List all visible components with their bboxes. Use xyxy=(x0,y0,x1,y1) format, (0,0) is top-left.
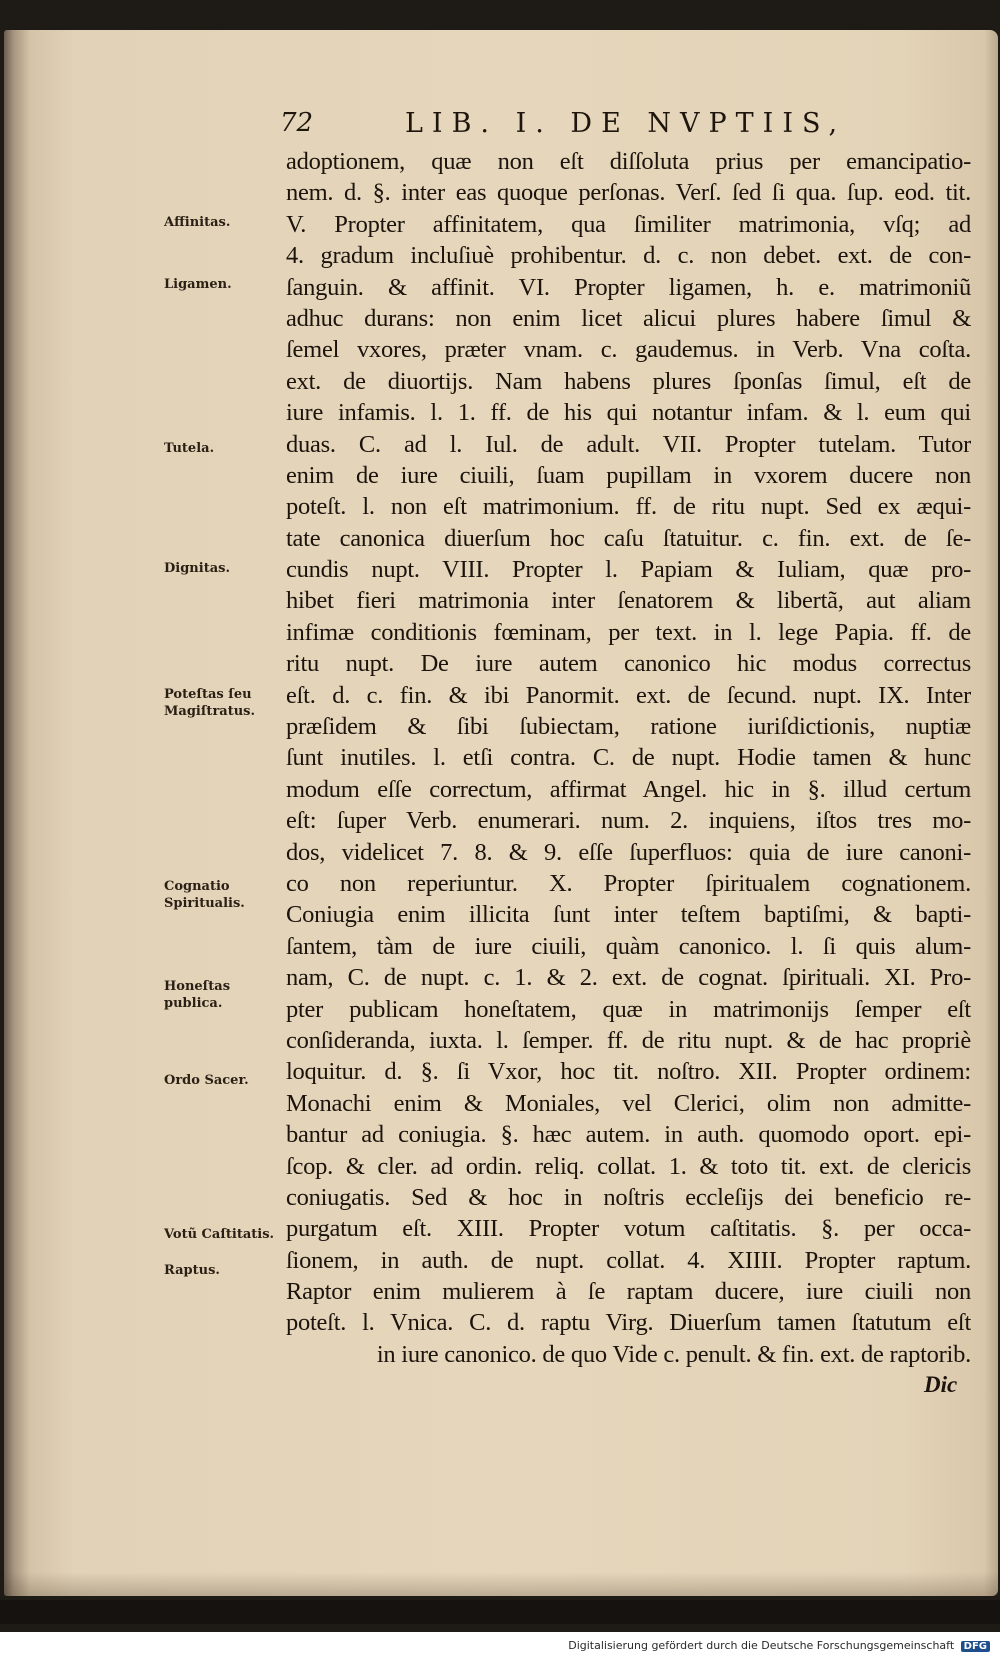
text-line: coniugatis. Sed & hoc in noſtris eccleſijs dei beneficio re- xyxy=(286,1183,971,1211)
text-line: Monachi enim & Moniales, vel Clerici, olim non admitte- xyxy=(286,1089,971,1117)
text-line: adoptionem, quæ non eſt diſſoluta prius per emancipatio- xyxy=(286,148,971,175)
text-line: in iure canonico. de quo Vide c. penult. & fin. ext. de raptorib. xyxy=(376,1340,971,1368)
text-line: V. Propter affinitatem, qua ſimiliter matrimonia, vſq; ad xyxy=(286,210,971,238)
body-text xyxy=(286,146,971,1370)
text-line: loquitur. d. §. ſi Vxor, hoc tit. noſtro. XII. Propter ordinem: xyxy=(286,1058,971,1086)
text-line: ſcop. & cler. ad ordin. reliq. collat. 1. & toto tit. ext. de clericis xyxy=(286,1152,971,1180)
text-line: purgatum eſt. XIII. Propter votum caſtitatis. §. per occa- xyxy=(286,1215,971,1243)
text-line: eſt. d. c. fin. & ibi Panormit. ext. de ſecund. nupt. IX. Inter xyxy=(286,681,971,709)
text-line: ſemel vxores, præter vnam. c. gaudemus. in Verb. Vna coſta. xyxy=(286,336,971,364)
text-line: infimæ conditionis fœminam, per text. in l. lege Papia. ff. de xyxy=(286,618,971,646)
text-line: dos, videlicet 7. 8. & 9. eſſe ſuperfluos: quia de iure canoni- xyxy=(286,838,971,866)
margin-note-raptus: Raptus. xyxy=(164,1263,220,1278)
text-line: hibet fieri matrimonia inter ſenatorem & libertã, aut aliam xyxy=(286,587,971,615)
text-line: Raptor enim mulierem à ſe raptam ducere, iure ciuili non xyxy=(286,1278,971,1306)
text-line: adhuc durans: non enim licet alicui plures habere ſimul & xyxy=(286,304,971,332)
text-line: cundis nupt. VIII. Propter l. Papiam & Iuliam, quæ pro- xyxy=(286,556,971,584)
margin-note-votum: Votũ Caſtitatis. xyxy=(164,1227,275,1242)
text-line: iure infamis. l. 1. ff. de his qui notantur infam. & l. eum qui xyxy=(286,399,971,427)
catchword: Dic xyxy=(924,1372,958,1397)
text-line: præſidem & ſibi ſubiectam, ratione iuriſdictionis, nuptiæ xyxy=(286,713,971,741)
text-line: conſideranda, iuxta. l. ſemper. ff. de ritu nupt. & de hac propriè xyxy=(286,1026,971,1054)
text-line: nam, C. de nupt. c. 1. & 2. ext. de cognat. ſpirituali. XI. Pro- xyxy=(286,964,971,992)
text-line: modum eſſe correctum, affirmat Angel. hic in §. illud certum xyxy=(286,775,971,803)
running-head xyxy=(280,108,960,142)
text-line: duas. C. ad l. Iul. de adult. VII. Propter tutelam. Tutor xyxy=(286,430,971,458)
dfg-logo-icon: DFG xyxy=(961,1641,990,1652)
margin-note-dignitas: Dignitas. xyxy=(164,561,230,576)
credit-text: Digitalisierung gefördert durch die Deutsche Forschungsgemeinschaft xyxy=(568,1639,955,1652)
text-line: tate canonica diuerſum hoc caſu ſtatuitur. c. fin. ext. de ſe- xyxy=(286,524,971,552)
text-line: poteſt. l. non eſt matrimonium. ff. de ritu nupt. Sed ex æqui- xyxy=(286,493,971,521)
text-line: pter publicam honeſtatem, quæ in matrimonijs ſemper eſt xyxy=(286,995,971,1023)
text-line: ſunt inutiles. l. etſi contra. C. de nupt. Hodie tamen & hunc xyxy=(286,744,971,772)
text-line: ext. de diuortijs. Nam habens plures ſponſas ſimul, eſt de xyxy=(286,367,971,395)
margin-note-potestas: Poteſtas ſeu Magiſtratus. xyxy=(164,687,256,719)
digitization-credit xyxy=(564,1638,994,1653)
text-line: poteſt. l. Vnica. C. d. raptu Virg. Diuerſum tamen ſtatutum eſt xyxy=(286,1309,971,1337)
page-number: 72 xyxy=(280,108,314,138)
margin-note-cognatio: Cognatio Spiritualis. xyxy=(164,879,245,911)
margin-note-affinitas: Affinitas. xyxy=(164,215,231,230)
text-line: 4. gradum incluſiuè prohibentur. d. c. non debet. ext. de con- xyxy=(286,242,971,270)
text-line: bantur ad coniugia. §. hæc autem. in auth. quomodo oport. epi- xyxy=(286,1121,971,1149)
text-line: nem. d. §. inter eas quoque perſonas. Verſ. ſed ſi qua. ſup. eod. tit. xyxy=(286,179,971,207)
text-line: eſt: ſuper Verb. enumerari. num. 2. inquiens, iſtos tres mo- xyxy=(286,807,971,835)
scan-bottom-edge xyxy=(0,1600,1000,1624)
text-line: ritu nupt. De iure autem canonico hic modus correctus xyxy=(286,650,971,678)
text-line: Coniugia enim illicita ſunt inter teſtem baptiſmi, & bapti- xyxy=(286,901,971,929)
margin-note-tutela: Tutela. xyxy=(164,441,215,456)
margin-note-honestas: Honeſtas publica. xyxy=(164,979,231,1011)
text-line: ſantem, tàm de iure ciuili, quàm canonico. l. ſi quis alum- xyxy=(286,932,971,960)
text-line: co non reperiuntur. X. Propter ſpiritualem cognationem. xyxy=(286,869,971,897)
text-line: ſanguin. & affinit. VI. Propter ligamen, h. e. matrimoniũ xyxy=(286,273,971,301)
text-line: enim de iure ciuili, ſuam pupillam in vxorem ducere non xyxy=(286,461,971,489)
running-title: LIB. I. DE NVPTIIS, xyxy=(405,108,847,139)
text-line: ſionem, in auth. de nupt. collat. 4. XIIII. Propter raptum. xyxy=(286,1246,971,1274)
margin-note-ligamen: Ligamen. xyxy=(164,277,232,292)
margin-note-ordo: Ordo Sacer. xyxy=(164,1073,249,1088)
